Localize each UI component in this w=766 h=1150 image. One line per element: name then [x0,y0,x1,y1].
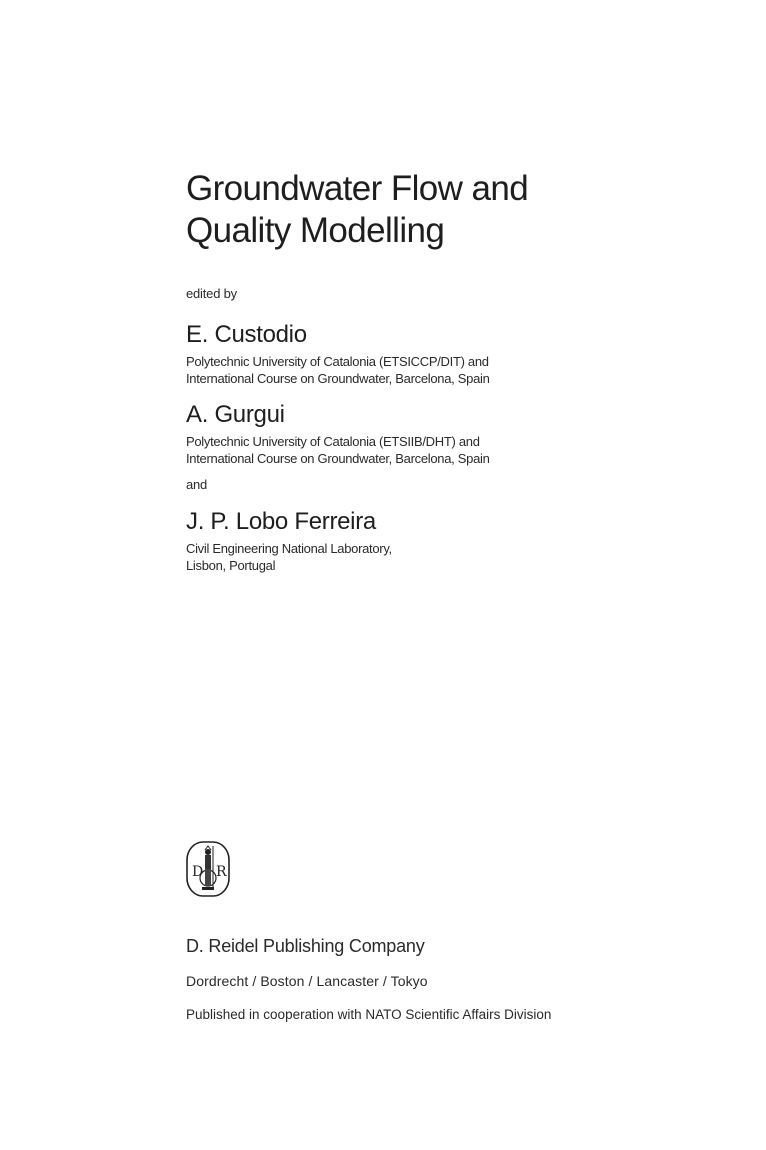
book-title-line-2: Quality Modelling [186,211,445,250]
book-title-line-1: Groundwater Flow and [186,169,529,208]
editor-name: E. Custodio [186,321,307,348]
edited-by-label: edited by [186,286,237,301]
reidel-dr-logo-icon [185,840,231,898]
editor-affiliation: International Course on Groundwater, Barcelona, Spain [186,371,490,386]
editor-affiliation: Lisbon, Portugal [186,558,276,573]
svg-text:R: R [216,864,227,880]
and-label: and [186,477,208,492]
publisher-cities: Dordrecht / Boston / Lancaster / Tokyo [186,973,428,989]
editor-affiliation: Polytechnic University of Catalonia (ETSIIB/DHT) and [186,434,480,449]
editor-name: J. P. Lobo Ferreira [186,508,376,535]
cooperation-note: Published in cooperation with NATO Scientific Affairs Division [186,1007,552,1022]
editor-affiliation: Polytechnic University of Catalonia (ETSICCP/DIT) and [186,354,489,369]
editor-name: A. Gurgui [186,401,285,428]
editor-affiliation: Civil Engineering National Laboratory, [186,541,392,556]
editor-affiliation: International Course on Groundwater, Barcelona, Spain [186,451,490,466]
publisher-name: D. Reidel Publishing Company [186,936,425,956]
svg-text:D: D [192,864,204,880]
